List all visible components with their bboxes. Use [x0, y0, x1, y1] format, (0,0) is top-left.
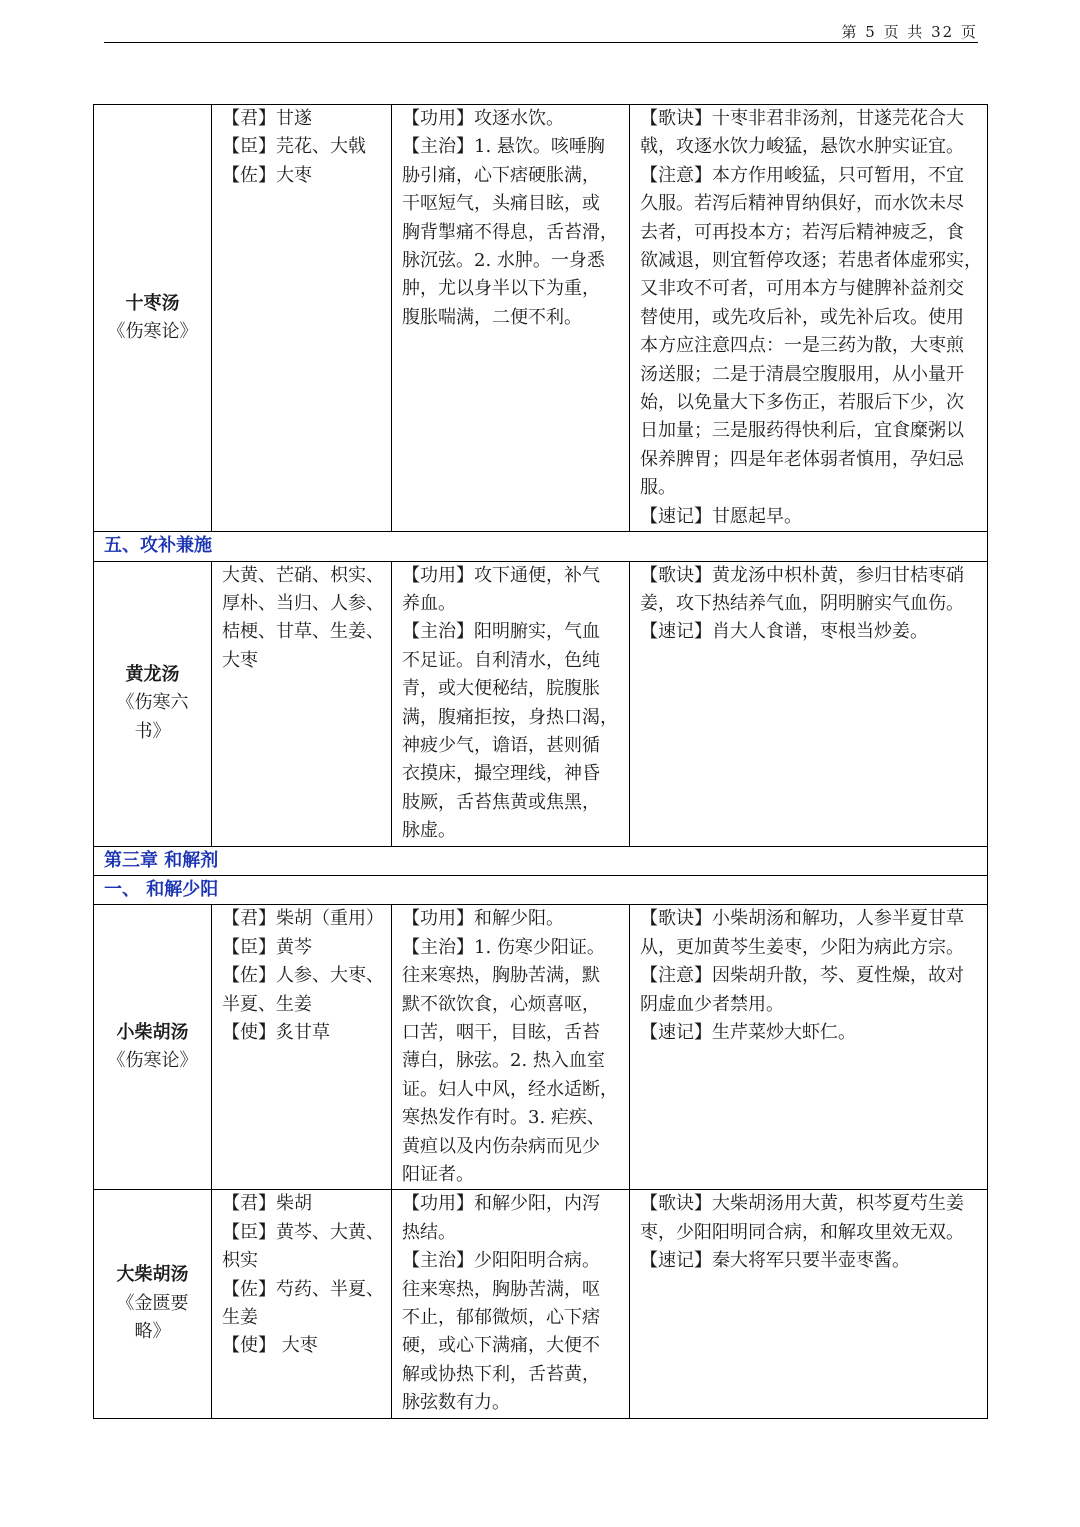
effects-cell — [392, 561, 630, 846]
effects-line: 满，腹痛拒按，身热口渴， — [402, 706, 618, 728]
notes-line: 阴虚血少者禁用。 — [640, 993, 784, 1015]
effects-cell — [392, 1190, 630, 1418]
composition-line: 【君】甘遂 — [222, 108, 312, 129]
effects-line: 薄白，脉弦。2. 热入血室 — [402, 1050, 605, 1072]
formula-name-cell — [94, 905, 212, 1190]
notes-line: 【歌诀】黄龙汤中枳朴黄，参归甘桔枣硝 — [640, 564, 964, 586]
notes-line: 本方应注意四点：一是三药为散，大枣煎 — [640, 335, 964, 357]
notes-line: 【速记】生芹菜炒大虾仁。 — [640, 1022, 856, 1043]
effects-line: 脉虚。 — [402, 820, 456, 842]
notes-line: 替使用，或先攻后补，或先补后攻。使用 — [640, 306, 964, 328]
effects-line: 不足证。自利清水，色纯 — [402, 649, 600, 671]
composition-line: 【佐】大枣 — [222, 164, 312, 186]
composition-line: 【君】柴胡（重用） — [222, 908, 384, 930]
composition-cell — [212, 905, 392, 1190]
effects-cell — [392, 105, 630, 532]
composition-line: 【使】 大枣 — [222, 1335, 318, 1357]
effects-cell — [392, 905, 630, 1190]
composition-line: 【佐】人参、大枣、 — [222, 965, 384, 987]
notes-line: 【歌诀】小柴胡汤和解功，人参半夏甘草 — [640, 908, 964, 930]
notes-line: 【歌诀】十枣非君非汤剂，甘遂芫花合大 — [640, 108, 964, 129]
effects-line: 口苦，咽干，目眩，舌苔 — [402, 1022, 600, 1043]
effects-line: 【功用】和解少阳，内泻 — [402, 1193, 600, 1215]
notes-line: 姜，攻下热结养气血，阴明腑实气血伤。 — [640, 592, 964, 614]
effects-line: 硬，或心下满痛，大便不 — [402, 1335, 600, 1357]
composition-cell — [212, 105, 392, 532]
effects-line: 解或协热下利，舌苔黄， — [402, 1363, 600, 1385]
notes-line: 【注意】因柴胡升散，芩、夏性燥，故对 — [640, 965, 964, 987]
effects-line: 干呕短气，头痛目眩，或 — [402, 193, 600, 215]
composition-line: 生姜 — [222, 1307, 258, 1329]
effects-line: 【主治】1. 伤寒少阳证。 — [402, 936, 605, 958]
section-heading-row — [94, 875, 988, 904]
effects-line: 神疲少气，谵语，甚则循 — [402, 734, 600, 756]
section-heading-row — [94, 532, 988, 561]
effects-line: 胸背掣痛不得息，舌苔滑， — [402, 221, 618, 243]
effects-line: 不止，郁郁微烦，心下痞 — [402, 1307, 600, 1329]
chapter-heading: 第三章 和解剂 — [94, 846, 988, 875]
effects-line: 【主治】少阳阳明合病。 — [402, 1250, 600, 1272]
formula-source: 《伤寒论》 — [107, 1050, 198, 1072]
composition-line: 【使】炙甘草 — [222, 1022, 330, 1043]
composition-line: 枳实 — [222, 1250, 258, 1272]
formula-name: 大柴胡汤 — [116, 1264, 189, 1286]
table-row-huanglong — [94, 561, 988, 846]
chapter-heading-row — [94, 846, 988, 875]
formula-name-cell — [94, 1190, 212, 1418]
notes-line: 服。 — [640, 477, 676, 499]
effects-line: 青，或大便秘结，脘腹胀 — [402, 678, 600, 700]
formula-name: 十枣汤 — [125, 292, 180, 314]
table-row-dachaihu — [94, 1190, 988, 1418]
effects-line: 脉沉弦。2. 水肿。一身悉 — [402, 250, 605, 272]
notes-line: 保养脾胃；四是年老体弱者慎用，孕妇忌 — [640, 448, 964, 470]
composition-line: 【臣】黄芩、大黄、 — [222, 1221, 384, 1243]
page-number: 第 5 页 共 32 页 — [841, 23, 978, 41]
formula-source: 《伤寒论》 — [107, 321, 198, 343]
notes-line: 【速记】甘愿起早。 — [640, 505, 802, 527]
formula-table — [93, 104, 988, 1419]
formula-name-cell — [94, 561, 212, 846]
effects-line: 寒热发作有时。3. 疟疾、 — [402, 1107, 605, 1129]
notes-line: 去者，可再投本方；若泻后精神疲乏，食 — [640, 221, 964, 243]
notes-line: 【歌诀】大柴胡汤用大黄，枳芩夏芍生姜 — [640, 1193, 964, 1215]
formula-name: 黄龙汤 — [125, 663, 180, 685]
composition-line: 半夏、生姜 — [222, 993, 312, 1015]
formula-source: 书》 — [134, 720, 171, 742]
effects-line: 胁引痛，心下痞硬胀满， — [402, 164, 600, 186]
notes-line: 欲减退，则宜暂停攻逐；若患者体虚邪实， — [640, 250, 982, 272]
formula-source: 略》 — [134, 1321, 171, 1343]
composition-line: 【臣】黄芩 — [222, 936, 312, 958]
table-row-shizao — [94, 105, 988, 532]
notes-line: 【速记】肖大人食谱，枣根当炒姜。 — [640, 621, 928, 643]
formula-name: 小柴胡汤 — [116, 1022, 189, 1043]
notes-line: 始，以免量大下多伤正，若服后下少，次 — [640, 392, 964, 414]
effects-line: 阳证者。 — [402, 1164, 474, 1186]
formula-source: 《伤寒六 — [116, 692, 189, 714]
notes-cell — [630, 1190, 988, 1418]
effects-line: 黄疸以及内伤杂病而见少 — [402, 1135, 600, 1157]
notes-line: 久服。若泻后精神胃纳俱好，而水饮未尽 — [640, 193, 964, 215]
notes-line: 日加量；三是服药得快利后，宜食糜粥以 — [640, 420, 964, 442]
notes-line: 【注意】本方作用峻猛，只可暂用，不宜 — [640, 164, 964, 186]
effects-line: 【功用】和解少阳。 — [402, 908, 564, 930]
notes-line: 汤送服；二是于清晨空腹服用，从小量开 — [640, 363, 964, 385]
effects-line: 【功用】攻逐水饮。 — [402, 108, 564, 129]
composition-line: 【君】柴胡 — [222, 1193, 312, 1215]
formula-name-cell — [94, 105, 212, 532]
notes-line: 从，更加黄芩生姜枣，少阳为病此方宗。 — [640, 936, 964, 958]
effects-line: 肢厥，舌苔焦黄或焦黑， — [402, 791, 600, 813]
page-header — [104, 20, 978, 43]
effects-line: 默不欲饮食，心烦喜呕， — [402, 993, 600, 1015]
effects-line: 热结。 — [402, 1221, 456, 1243]
effects-line: 证。妇人中风，经水适断， — [402, 1078, 618, 1100]
effects-line: 衣摸床，撮空理线，神昏 — [402, 763, 600, 785]
composition-line: 厚朴、当归、人参、 — [222, 592, 384, 614]
notes-line: 枣，少阳阳明同合病，和解攻里效无双。 — [640, 1221, 964, 1243]
effects-line: 养血。 — [402, 592, 456, 614]
effects-line: 肿，尤以身半以下为重， — [402, 278, 600, 300]
composition-line: 【臣】芫花、大戟 — [222, 136, 366, 158]
effects-line: 往来寒热，胸胁苦满，呕 — [402, 1278, 600, 1300]
composition-line: 桔梗、甘草、生姜、 — [222, 621, 384, 643]
effects-line: 往来寒热，胸胁苦满，默 — [402, 965, 600, 987]
notes-cell — [630, 905, 988, 1190]
composition-cell — [212, 1190, 392, 1418]
effects-line: 【功用】攻下通便，补气 — [402, 564, 600, 586]
notes-cell — [630, 105, 988, 532]
composition-line: 【佐】芍药、半夏、 — [222, 1278, 384, 1300]
notes-line: 【速记】秦大将军只要半壶枣酱。 — [640, 1250, 910, 1272]
composition-line: 大枣 — [222, 649, 258, 671]
effects-line: 【主治】阳明腑实，气血 — [402, 621, 600, 643]
table-row-xiaochaihu — [94, 905, 988, 1190]
notes-line: 又非攻不可者，可用本方与健脾补益剂交 — [640, 278, 964, 300]
section-heading: 一、 和解少阳 — [94, 875, 988, 904]
section-heading: 五、攻补兼施 — [94, 532, 988, 561]
notes-line: 戟，攻逐水饮力峻猛，悬饮水肿实证宜。 — [640, 136, 964, 158]
effects-line: 腹胀喘满，二便不利。 — [402, 306, 582, 328]
composition-line: 大黄、芒硝、枳实、 — [222, 564, 384, 586]
notes-cell — [630, 561, 988, 846]
composition-cell — [212, 561, 392, 846]
effects-line: 【主治】1. 悬饮。咳唾胸 — [402, 136, 605, 158]
effects-line: 脉弦数有力。 — [402, 1392, 510, 1414]
formula-source: 《金匮要 — [116, 1292, 189, 1314]
